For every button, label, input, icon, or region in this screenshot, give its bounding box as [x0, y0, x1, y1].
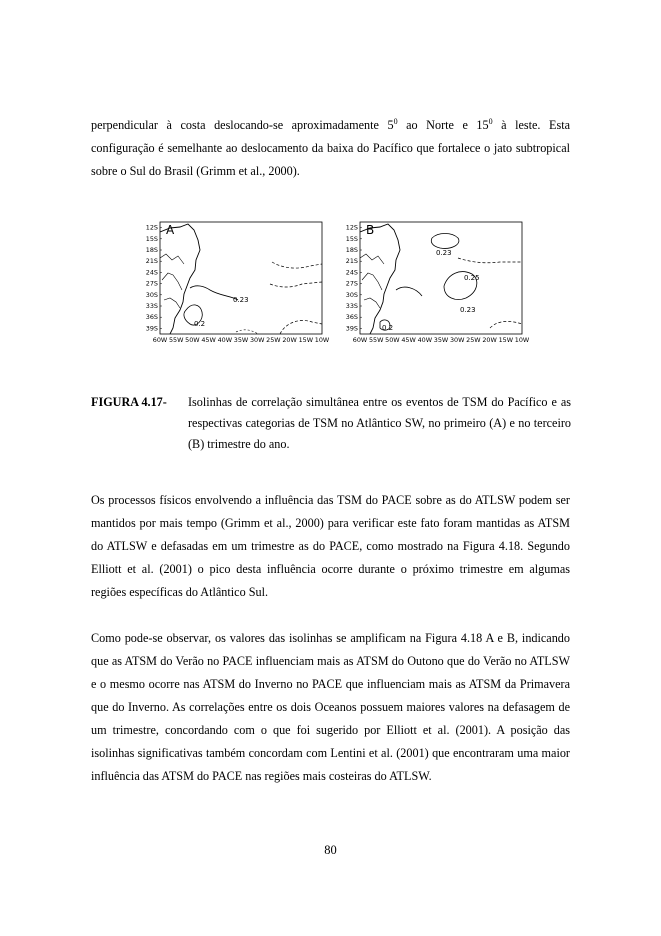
x-tick-label: 10W	[514, 336, 530, 344]
coast-and-borders-b	[360, 224, 400, 334]
y-tick-label: 12S	[145, 223, 158, 232]
panel-letter-b: B	[366, 223, 375, 237]
x-tick-label: 35W	[433, 336, 449, 344]
y-tick-label: 15S	[145, 234, 158, 243]
y-tick-label: 24S	[145, 268, 158, 277]
y-tick-label: 27S	[345, 279, 358, 288]
y-tick-label: 18S	[345, 246, 358, 254]
x-tick-label: 45W	[401, 336, 416, 344]
y-tick-label: 30S	[345, 290, 358, 299]
x-axis-ticks-b	[353, 336, 530, 344]
x-tick-label: 45W	[201, 336, 216, 344]
x-tick-label: 60W	[352, 336, 368, 344]
y-tick-label: 33S	[145, 302, 158, 310]
map-panel-a	[140, 218, 330, 348]
paragraph-1-part-b: ao Norte e 15	[397, 118, 489, 132]
isoline-label: 0.23	[436, 249, 452, 257]
y-tick-label: 21S	[145, 257, 158, 266]
y-tick-label: 15S	[345, 234, 358, 243]
isoline-label: 0.23	[233, 296, 249, 304]
x-tick-label: 40W	[417, 336, 433, 344]
paragraph-1-part-a: perpendicular à costa deslocando-se aproximadamente 5	[91, 118, 394, 132]
paragraph-1	[91, 114, 570, 183]
isoline-label: 0.23	[460, 306, 476, 314]
degree-superscript-1: 0	[393, 116, 398, 126]
paragraph-3: Como pode-se observar, os valores das isolinhas se amplificam na Figura 4.18 A e B, indicando que as ATSM do Verão no PACE influenciam mais as ATSM do Outono que do Verão no ATLSW e o mesmo ocorre nas ATSM do Inverno no PACE que influenciam mais as ATSM da Primavera que do Inverno. As correlações entre os dois Oceanos possuem maiores valores na defasagem de um trimestre, concordando com o que foi sugerido por Elliott et al. (2001). A posição das isolinhas significativas também concordam com Lentini et al. (2001) que encontraram uma maior influência das ATSM do PACE nas regiões mais costeiras do ATLSW.	[91, 631, 570, 783]
x-tick-label: 20W	[282, 336, 297, 344]
y-axis-ticks-b	[346, 224, 362, 333]
y-tick-label: 24S	[345, 268, 358, 277]
map-panel-b	[340, 218, 530, 348]
map-panel-a-svg	[140, 218, 330, 348]
paragraph-1-part-c: à leste. Esta configuração é semelhante ao deslocamento da baixa do Pacífico que fortalece o jato subtropical sobre o Sul do Brasil (Grimm et al., 2000).	[91, 118, 570, 178]
y-tick-label: 33S	[345, 302, 358, 310]
x-tick-label: 35W	[233, 336, 249, 344]
y-tick-label: 36S	[345, 313, 358, 322]
correlation-figure	[140, 218, 530, 348]
x-tick-label: 20W	[482, 336, 497, 344]
x-tick-label: 30W	[249, 336, 265, 344]
y-tick-label: 39S	[145, 324, 158, 333]
figure-caption-label: FIGURA 4.17-	[91, 395, 167, 409]
degree-superscript-2: 0	[488, 116, 493, 126]
x-tick-label: 60W	[152, 336, 168, 344]
x-tick-label: 25W	[466, 336, 481, 344]
y-tick-label: 36S	[145, 313, 158, 322]
isoline-label: 0.2	[382, 324, 394, 332]
page-number: 80	[324, 843, 337, 857]
x-tick-label: 50W	[385, 336, 400, 344]
y-tick-label: 30S	[145, 290, 158, 299]
x-tick-label: 25W	[266, 336, 281, 344]
x-axis-ticks-a	[153, 336, 330, 344]
x-tick-label: 15W	[298, 336, 314, 344]
y-tick-label: 27S	[145, 279, 158, 288]
x-tick-label: 55W	[368, 336, 384, 344]
x-tick-label: 55W	[168, 336, 184, 344]
x-tick-label: 10W	[314, 336, 330, 344]
panel-letter-a: A	[166, 223, 175, 237]
y-axis-ticks-a	[146, 224, 162, 333]
y-tick-label: 18S	[145, 246, 158, 254]
y-tick-label: 12S	[345, 223, 358, 232]
isoline-label: 0.2	[194, 320, 206, 328]
isoline-label: 0.25	[464, 274, 480, 282]
y-tick-label: 21S	[345, 257, 358, 266]
x-tick-label: 30W	[449, 336, 465, 344]
map-frame-b	[360, 222, 522, 334]
x-tick-label: 50W	[185, 336, 200, 344]
isolines-b	[380, 234, 522, 331]
x-tick-label: 40W	[217, 336, 233, 344]
coast-and-borders-a	[160, 224, 200, 334]
x-tick-label: 15W	[498, 336, 514, 344]
y-tick-label: 39S	[345, 324, 358, 333]
map-panel-b-svg	[340, 218, 530, 348]
figure-caption-text: Isolinhas de correlação simultânea entre os eventos de TSM do Pacífico e as respectivas categorias de TSM no Atlântico SW, no primeiro (A) e no terceiro (B) trimestre do ano.	[188, 395, 571, 451]
paragraph-2: Os processos físicos envolvendo a influência das TSM do PACE sobre as do ATLSW podem ser mantidos por mais tempo (Grimm et al., 2000) para verificar este fato foram mantidas as ATSM do ATLSW e defasadas em um trimestre as do PACE, como mostrado na Figura 4.18. Segundo Elliott et al. (2001) o pico desta influência ocorre durante o próximo trimestre em algumas regiões específicas do Atlântico Sul.	[91, 493, 570, 599]
